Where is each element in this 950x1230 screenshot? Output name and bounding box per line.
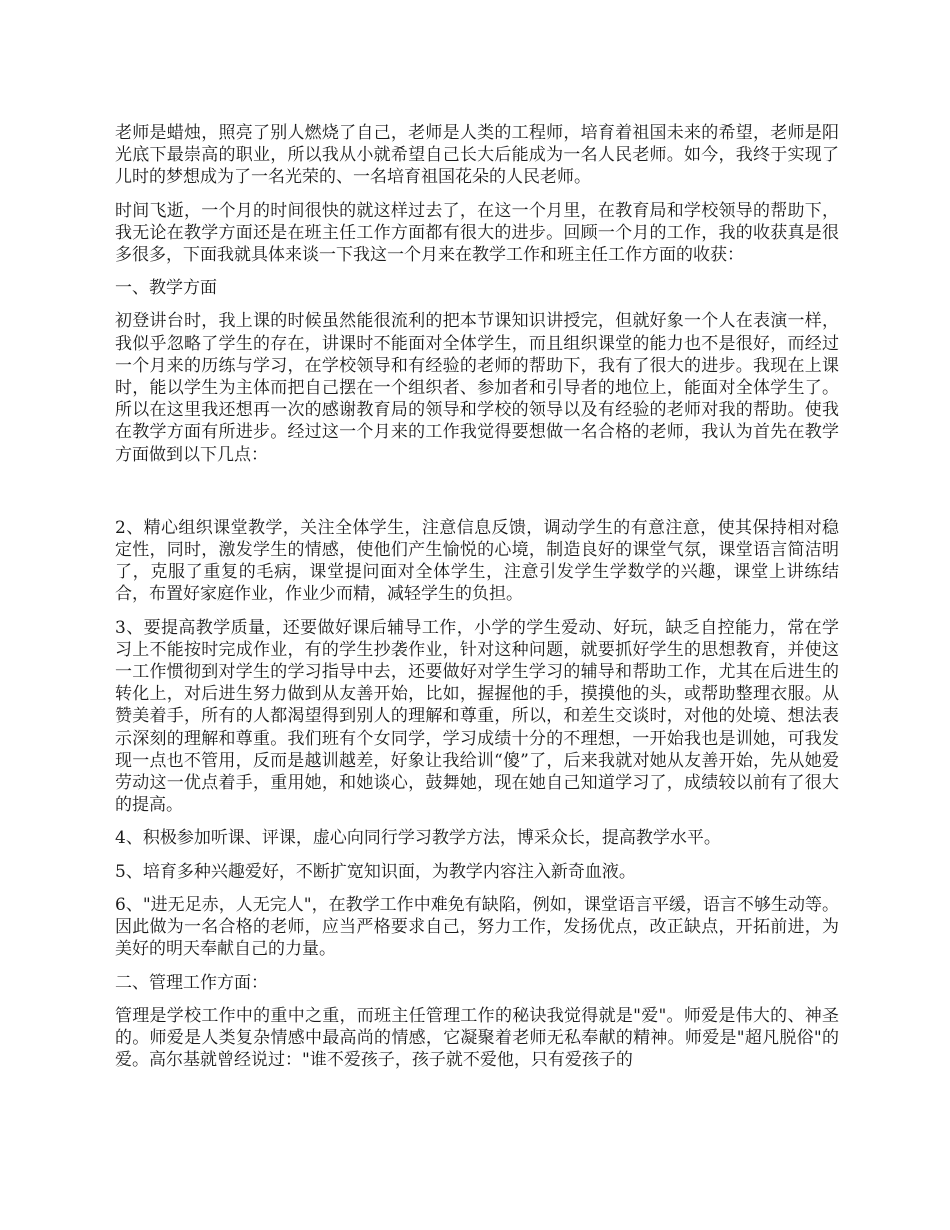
list-item-3: 3、要提高教学质量，还要做好课后辅导工作，小学的学生爱动、好玩，缺乏自控能力，常在学习上不能按时完成作业，有的学生抄袭作业，针对这种问题，就要抓好学生的思想教育，并使这一工作惯彻到对学生的学习指导中去，还要做好对学生学习的辅导和帮助工作，尤其在后进生的转化上，对后进生努力做到从友善开始，比如，握握他的手，摸摸他的头，或帮助整理衣服。从赞美着手，所有的人都渴望得到别人的理解和尊重，所以，和差生交谈时，对他的处境、想法表示深刻的理解和尊重。我们班有个女同学，学习成绩十分的不理想，一开始我也是训她，可我发现一点也不管用，反而是越训越差，好象让我给训“傻”了，后来我就对她从友善开始，先从她爱劳动这一优点着手，重用她，和她谈心，鼓舞她，现在她自己知道学习了，成绩较以前有了很大的提高。	[115, 617, 839, 816]
list-item-6: 6、"进无足赤，人无完人"，在教学工作中难免有缺陷，例如，课堂语言平缓，语言不够生动等。因此做为一名合格的老师，应当严格要求自己，努力工作，发扬优点，改正缺点，开拓前进，为美好的明天奉献自己的力量。	[115, 894, 839, 960]
paragraph-time-review: 时间飞逝，一个月的时间很快的就这样过去了，在这一个月里，在教育局和学校领导的帮助下，我无论在教学方面还是在班主任工作方面都有很大的进步。回顾一个月的工作，我的收获真是很多很多，下面我就具体来谈一下我这一个月来在教学工作和班主任工作方面的收获：	[115, 200, 839, 266]
paragraph-management: 管理是学校工作中的重中之重，而班主任管理工作的秘诀我觉得就是"爱"。师爱是伟大的、神圣的。师爱是人类复杂情感中最高尚的情感，它凝聚着老师无私奉献的精神。师爱是"超凡脱俗"的爱。高尔基就曾经说过："谁不爱孩子，孩子就不爱他，只有爱孩子的	[115, 1005, 839, 1071]
paragraph-first-lecture: 初登讲台时，我上课的时候虽然能很流利的把本节课知识讲授完，但就好象一个人在表演一样，我似乎忽略了学生的存在，讲课时不能面对全体学生，而且组织课堂的能力也不是很好，而经过一个月来的历练与学习，在学校领导和有经验的老师的帮助下，我有了很大的进步。我现在上课时，能以学生为主体而把自己摆在一个组织者、参加者和引导者的地位上，能面对全体学生了。所以在这里我还想再一次的感谢教育局的领导和学校的领导以及有经验的老师对我的帮助。使我在教学方面有所进步。经过这一个月来的工作我觉得要想做一名合格的老师，我认为首先在教学方面做到以下几点：	[115, 311, 839, 465]
blank-gap	[115, 477, 839, 517]
document-body	[115, 122, 839, 1082]
section-heading-management: 二、管理工作方面：	[115, 972, 268, 993]
list-item-2: 2、精心组织课堂教学，关注全体学生，注意信息反馈，调动学生的有意注意，使其保持相对稳定性，同时，激发学生的情感，使他们产生愉悦的心境，制造良好的课堂气氛，课堂语言简洁明了，克服了重复的毛病，课堂提问面对全体学生，注意引发学生学数学的兴趣，课堂上讲练结合，布置好家庭作业，作业少而精，减轻学生的负担。	[115, 517, 839, 605]
list-item-4: 4、积极参加听课、评课，虚心向同行学习教学方法，博采众长，提高教学水平。	[115, 828, 721, 849]
section-heading-teaching: 一、教学方面	[115, 278, 217, 299]
list-item-5: 5、培育多种兴趣爱好，不断扩宽知识面，为教学内容注入新奇血液。	[115, 861, 636, 882]
paragraph-intro: 老师是蜡烛，照亮了别人燃烧了自己，老师是人类的工程师，培育着祖国未来的希望，老师是阳光底下最崇高的职业，所以我从小就希望自己长大后能成为一名人民老师。如今，我终于实现了儿时的梦想成为了一名光荣的、一名培育祖国花朵的人民老师。	[115, 123, 839, 188]
